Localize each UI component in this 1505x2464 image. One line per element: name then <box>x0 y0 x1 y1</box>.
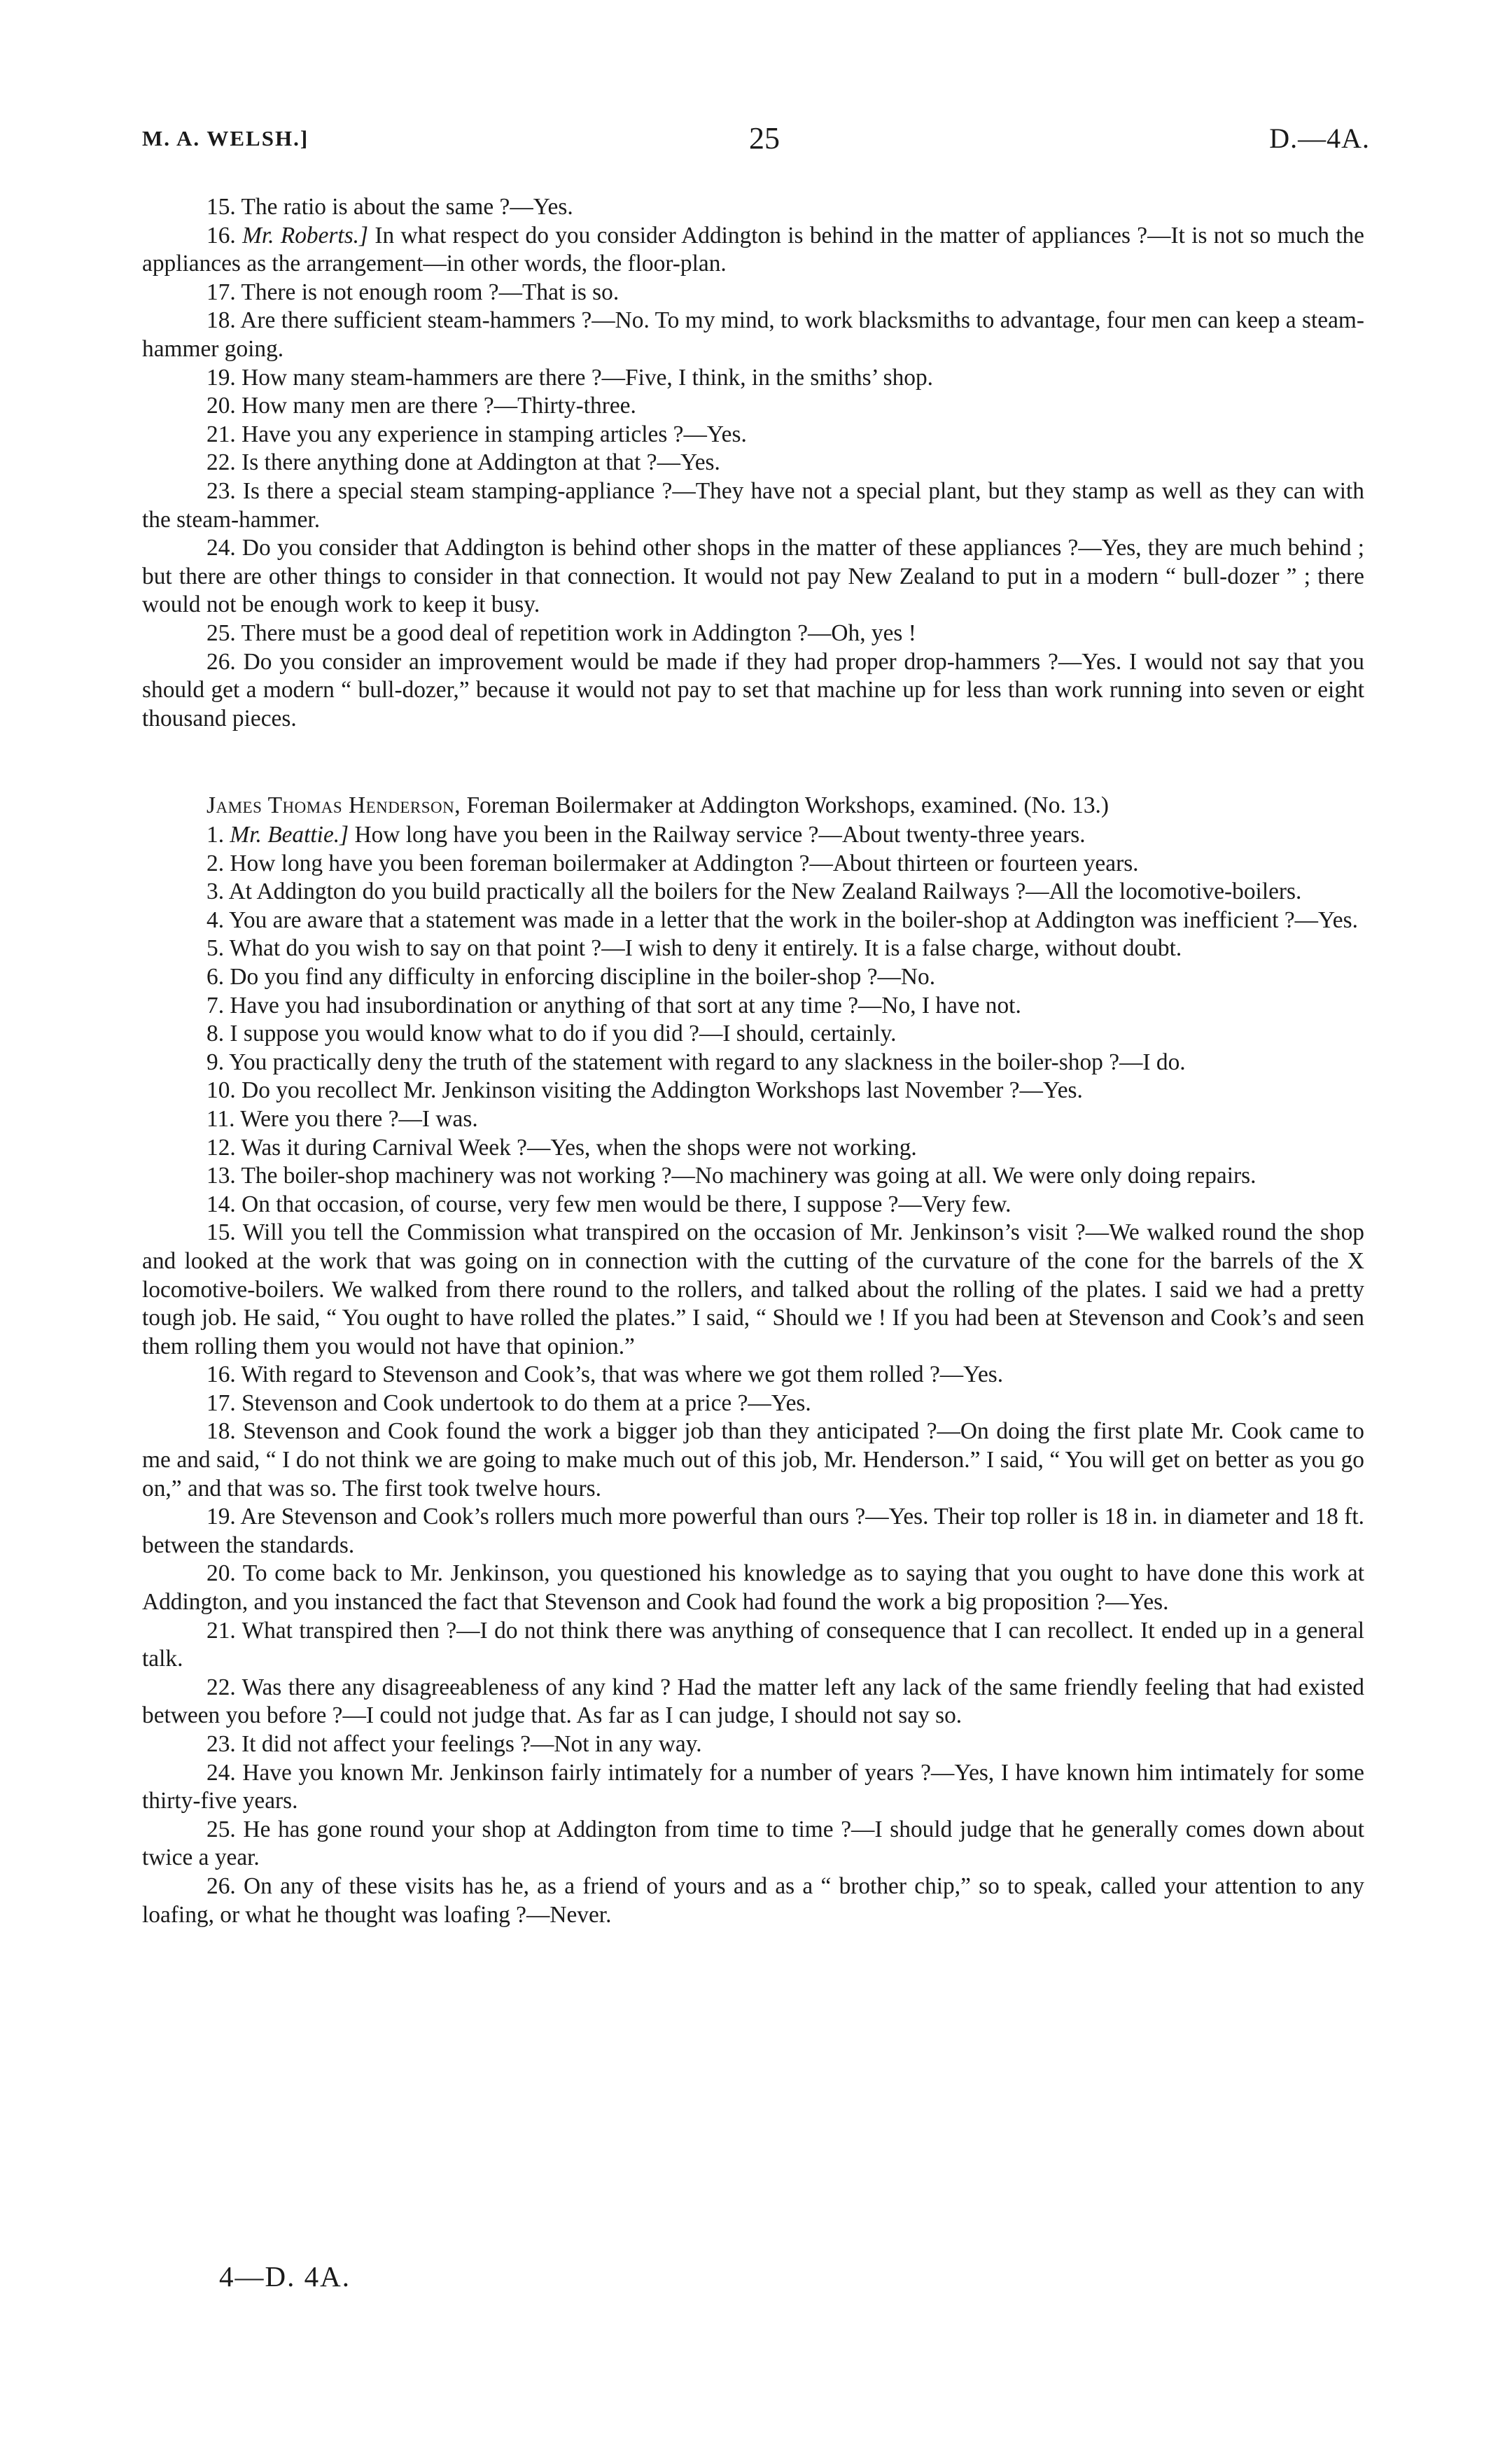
question-answer <box>142 421 1364 449</box>
question-number: 26. <box>206 648 236 675</box>
witness-name: James Thomas Henderson, <box>206 792 461 818</box>
question-answer <box>142 392 1364 421</box>
question-answer <box>142 1105 1364 1134</box>
question-answer <box>142 620 1364 648</box>
question-text: On that occasion, of course, very few men would be there, I suppose ?—Very few. <box>241 1191 1011 1217</box>
question-number: 7. <box>206 992 225 1018</box>
question-answer <box>142 1049 1364 1077</box>
question-text: The boiler-shop machinery was not working ?—No machinery was going at all. We were only doing repairs. <box>241 1163 1256 1189</box>
question-answer <box>142 1730 1364 1759</box>
question-text: There must be a good deal of repetition work in Addington ?—Oh, yes ! <box>241 620 916 646</box>
question-answer <box>142 1020 1364 1049</box>
question-number: 20. <box>206 393 236 419</box>
question-answer <box>142 449 1364 477</box>
header-witness: M. A. WELSH.] <box>142 126 309 150</box>
question-answer <box>142 821 1364 850</box>
question-number: 8. <box>206 1021 225 1047</box>
question-number: 15. <box>206 1219 236 1246</box>
question-number: 11. <box>206 1105 235 1132</box>
question-text: What do you wish to say on that point ?—I wish to deny it entirely. It is a false charge, without doubt. <box>229 935 1182 962</box>
question-number: 16. <box>206 222 236 248</box>
question-number: 18. <box>206 307 236 334</box>
question-answer <box>142 648 1364 734</box>
question-answer <box>142 1617 1364 1674</box>
testimony-section-2 <box>142 821 1364 1929</box>
question-number: 14. <box>206 1191 236 1217</box>
question-text: Do you recollect Mr. Jenkinson visiting the Addington Workshops last November ?—Yes. <box>241 1077 1083 1104</box>
question-number: 25. <box>206 1816 236 1842</box>
question-text: I suppose you would know what to do if you did ?—I should, certainly. <box>230 1021 897 1047</box>
question-answer <box>142 1816 1364 1872</box>
question-number: 21. <box>206 1617 236 1644</box>
question-number: 22. <box>206 449 236 476</box>
question-text: Have you had insubordination or anything of that sort at any time ?—No, I have not. <box>230 992 1021 1018</box>
speaker-label: Mr. Beattie.] <box>230 822 349 848</box>
question-text: You practically deny the truth of the statement with regard to any slackness in the boiler-shop ?—I do. <box>229 1049 1186 1075</box>
speaker-label: Mr. Roberts.] <box>242 222 369 248</box>
question-number: 24. <box>206 1759 236 1786</box>
question-number: 25. <box>206 620 236 646</box>
question-answer <box>142 963 1364 992</box>
question-number: 2. <box>206 850 225 876</box>
question-answer <box>142 477 1364 534</box>
question-text: Do you consider that Addington is behind other shops in the matter of these appliances ?—Yes, they are much behind ; but there are other things to consider in that connection. It would not pay New Zealand to put in a modern “ bull-dozer ” ; there would not be enough work to keep it busy. <box>142 535 1364 618</box>
question-number: 3. <box>206 878 225 905</box>
question-text: You are aware that a statement was made in a letter that the work in the boiler-shop at Addington was inefficient ?—Yes. <box>229 906 1358 933</box>
question-number: 23. <box>206 477 236 504</box>
question-number: 22. <box>206 1674 236 1700</box>
question-answer <box>142 1418 1364 1503</box>
witness-heading-block <box>142 792 1364 822</box>
question-number: 17. <box>206 279 236 305</box>
question-number: 9. <box>206 1049 225 1075</box>
question-text: Do you consider an improvement would be made if they had proper drop-hammers ?—Yes. I would not say that you should get a modern “ bull-dozer,” because it would not pay to set that machine up for less than work running into seven or eight thousand pieces. <box>142 648 1364 732</box>
question-number: 24. <box>206 535 236 561</box>
question-answer <box>142 1503 1364 1560</box>
question-text: At Addington do you build practically all the boilers for the New Zealand Railways ?—All the locomotive-boilers. <box>228 878 1302 905</box>
question-number: 21. <box>206 421 236 447</box>
question-answer <box>142 878 1364 906</box>
question-text: Will you tell the Commission what transpired on the occasion of Mr. Jenkinson’s visit ?—We walked round the shop and looked at the work that was going on in connection with the cutting of the curvature of the cone for the barrels of the X locomotive-boilers. We walked from there round to the rollers, and talked about the rolling of the plates. I said we had a pretty tough job. He said, “ You ought to have rolled the plates.” I said, “ Should we ! If you had been at Stevenson and Cook’s and seen them rolling them you would not have that opinion.” <box>142 1219 1364 1359</box>
question-answer <box>142 1162 1364 1191</box>
question-number: 23. <box>206 1731 236 1757</box>
question-number: 19. <box>206 364 236 391</box>
question-answer <box>142 307 1364 363</box>
question-number: 13. <box>206 1163 236 1189</box>
question-answer <box>142 1134 1364 1163</box>
question-answer <box>142 1560 1364 1616</box>
witness-heading <box>142 792 1364 820</box>
question-answer <box>142 1361 1364 1390</box>
question-answer <box>142 193 1364 222</box>
page-number: 25 <box>749 121 780 155</box>
question-text: It did not affect your feelings ?—Not in any way. <box>241 1731 702 1757</box>
question-text: Stevenson and Cook undertook to do them at a price ?—Yes. <box>241 1390 811 1416</box>
question-answer <box>142 364 1364 393</box>
question-text: What transpired then ?—I do not think there was anything of consequence that I can recollect. It ended up in a general talk. <box>142 1617 1364 1672</box>
question-text: Is there anything done at Addington at that ?—Yes. <box>241 449 720 476</box>
question-text: Stevenson and Cook found the work a bigger job than they anticipated ?—On doing the first plate Mr. Cook came to me and said, “ I do not think we are going to make much out of this job, Mr. Henderson.” I said, “ You will get on better as you go on,” and that was so. The first took twelve hours. <box>142 1418 1364 1502</box>
question-answer <box>142 1191 1364 1219</box>
question-text: How long have you been foreman boilermaker at Addington ?—About thirteen or fourteen years. <box>230 850 1139 876</box>
question-number: 6. <box>206 963 225 990</box>
question-answer <box>142 1390 1364 1418</box>
question-text: In what respect do you consider Addington is behind in the matter of appliances ?—It is not so much the appliances as the arrangement—in other words, the floor-plan. <box>142 222 1364 277</box>
question-number: 17. <box>206 1390 236 1416</box>
testimony-section-1 <box>142 193 1364 733</box>
question-number: 20. <box>206 1560 236 1587</box>
question-text: Do you find any difficulty in enforcing discipline in the boiler-shop ?—No. <box>230 963 936 990</box>
question-answer <box>142 934 1364 963</box>
question-number: 18. <box>206 1418 236 1445</box>
question-answer <box>142 1759 1364 1816</box>
question-text: Are Stevenson and Cook’s rollers much more powerful than ours ?—Yes. Their top roller is 18 in. in diameter and 18 ft. between the standards. <box>142 1504 1364 1558</box>
question-text: There is not enough room ?—That is so. <box>241 279 620 305</box>
question-number: 16. <box>206 1362 236 1388</box>
question-text: The ratio is about the same ?—Yes. <box>241 194 573 220</box>
question-text: Were you there ?—I was. <box>240 1105 478 1132</box>
question-answer <box>142 534 1364 620</box>
question-text: Is there a special steam stamping-appliance ?—They have not a special plant, but they stamp as well as they can with the steam-hammer. <box>142 477 1364 533</box>
question-answer <box>142 1077 1364 1105</box>
question-text: Have you any experience in stamping articles ?—Yes. <box>241 421 747 447</box>
question-answer <box>142 906 1364 935</box>
question-answer <box>142 992 1364 1021</box>
question-text: To come back to Mr. Jenkinson, you questioned his knowledge as to saying that you ought to have done this work at Addington, and you instanced the fact that Stevenson and Cook had found the work a big proposition ?—Yes. <box>142 1560 1364 1616</box>
question-text: How many steam-hammers are there ?—Five, I think, in the smiths’ shop. <box>241 364 934 391</box>
question-text: On any of these visits has he, as a friend of yours and as a “ brother chip,” so to speak, called your attention to any loafing, or what he thought was loafing ?—Never. <box>142 1872 1364 1928</box>
question-text: Have you known Mr. Jenkinson fairly intimately for a number of years ?—Yes, I have known him intimately for some thirty-five years. <box>142 1759 1364 1814</box>
question-number: 15. <box>206 194 236 220</box>
question-number: 26. <box>206 1872 236 1899</box>
question-text: Are there sufficient steam-hammers ?—No. To my mind, to work blacksmiths to advantage, four men can keep a steam-hammer going. <box>142 307 1364 362</box>
question-answer <box>142 850 1364 878</box>
question-text: Was it during Carnival Week ?—Yes, when the shops were not working. <box>241 1134 917 1161</box>
signature-mark: 4—D. 4A. <box>219 2260 351 2292</box>
question-answer <box>142 222 1364 279</box>
question-number: 12. <box>206 1134 236 1161</box>
question-text: With regard to Stevenson and Cook’s, that was where we got them rolled ?—Yes. <box>241 1362 1004 1388</box>
question-answer <box>142 279 1364 307</box>
question-answer <box>142 1872 1364 1929</box>
question-text: How many men are there ?—Thirty-three. <box>241 393 636 419</box>
question-answer <box>142 1219 1364 1361</box>
page-header <box>0 120 1505 162</box>
question-number: 19. <box>206 1504 236 1530</box>
question-number: 4. <box>206 906 225 933</box>
document-reference: D.—4A. <box>1269 122 1370 154</box>
question-number: 5. <box>206 935 225 962</box>
question-number: 1. <box>206 822 225 848</box>
question-text: Was there any disagreeableness of any kind ? Had the matter left any lack of the same friendly feeling that had existed between you before ?—I could not judge that. As far as I can judge, I should not say so. <box>142 1674 1364 1729</box>
question-text: How long have you been in the Railway service ?—About twenty-three years. <box>354 822 1086 848</box>
witness-description: Foreman Boilermaker at Addington Workshops, examined. (No. 13.) <box>466 792 1110 818</box>
question-number: 10. <box>206 1077 236 1104</box>
question-text: He has gone round your shop at Addington from time to time ?—I should judge that he generally comes down about twice a year. <box>142 1816 1364 1871</box>
question-answer <box>142 1674 1364 1730</box>
